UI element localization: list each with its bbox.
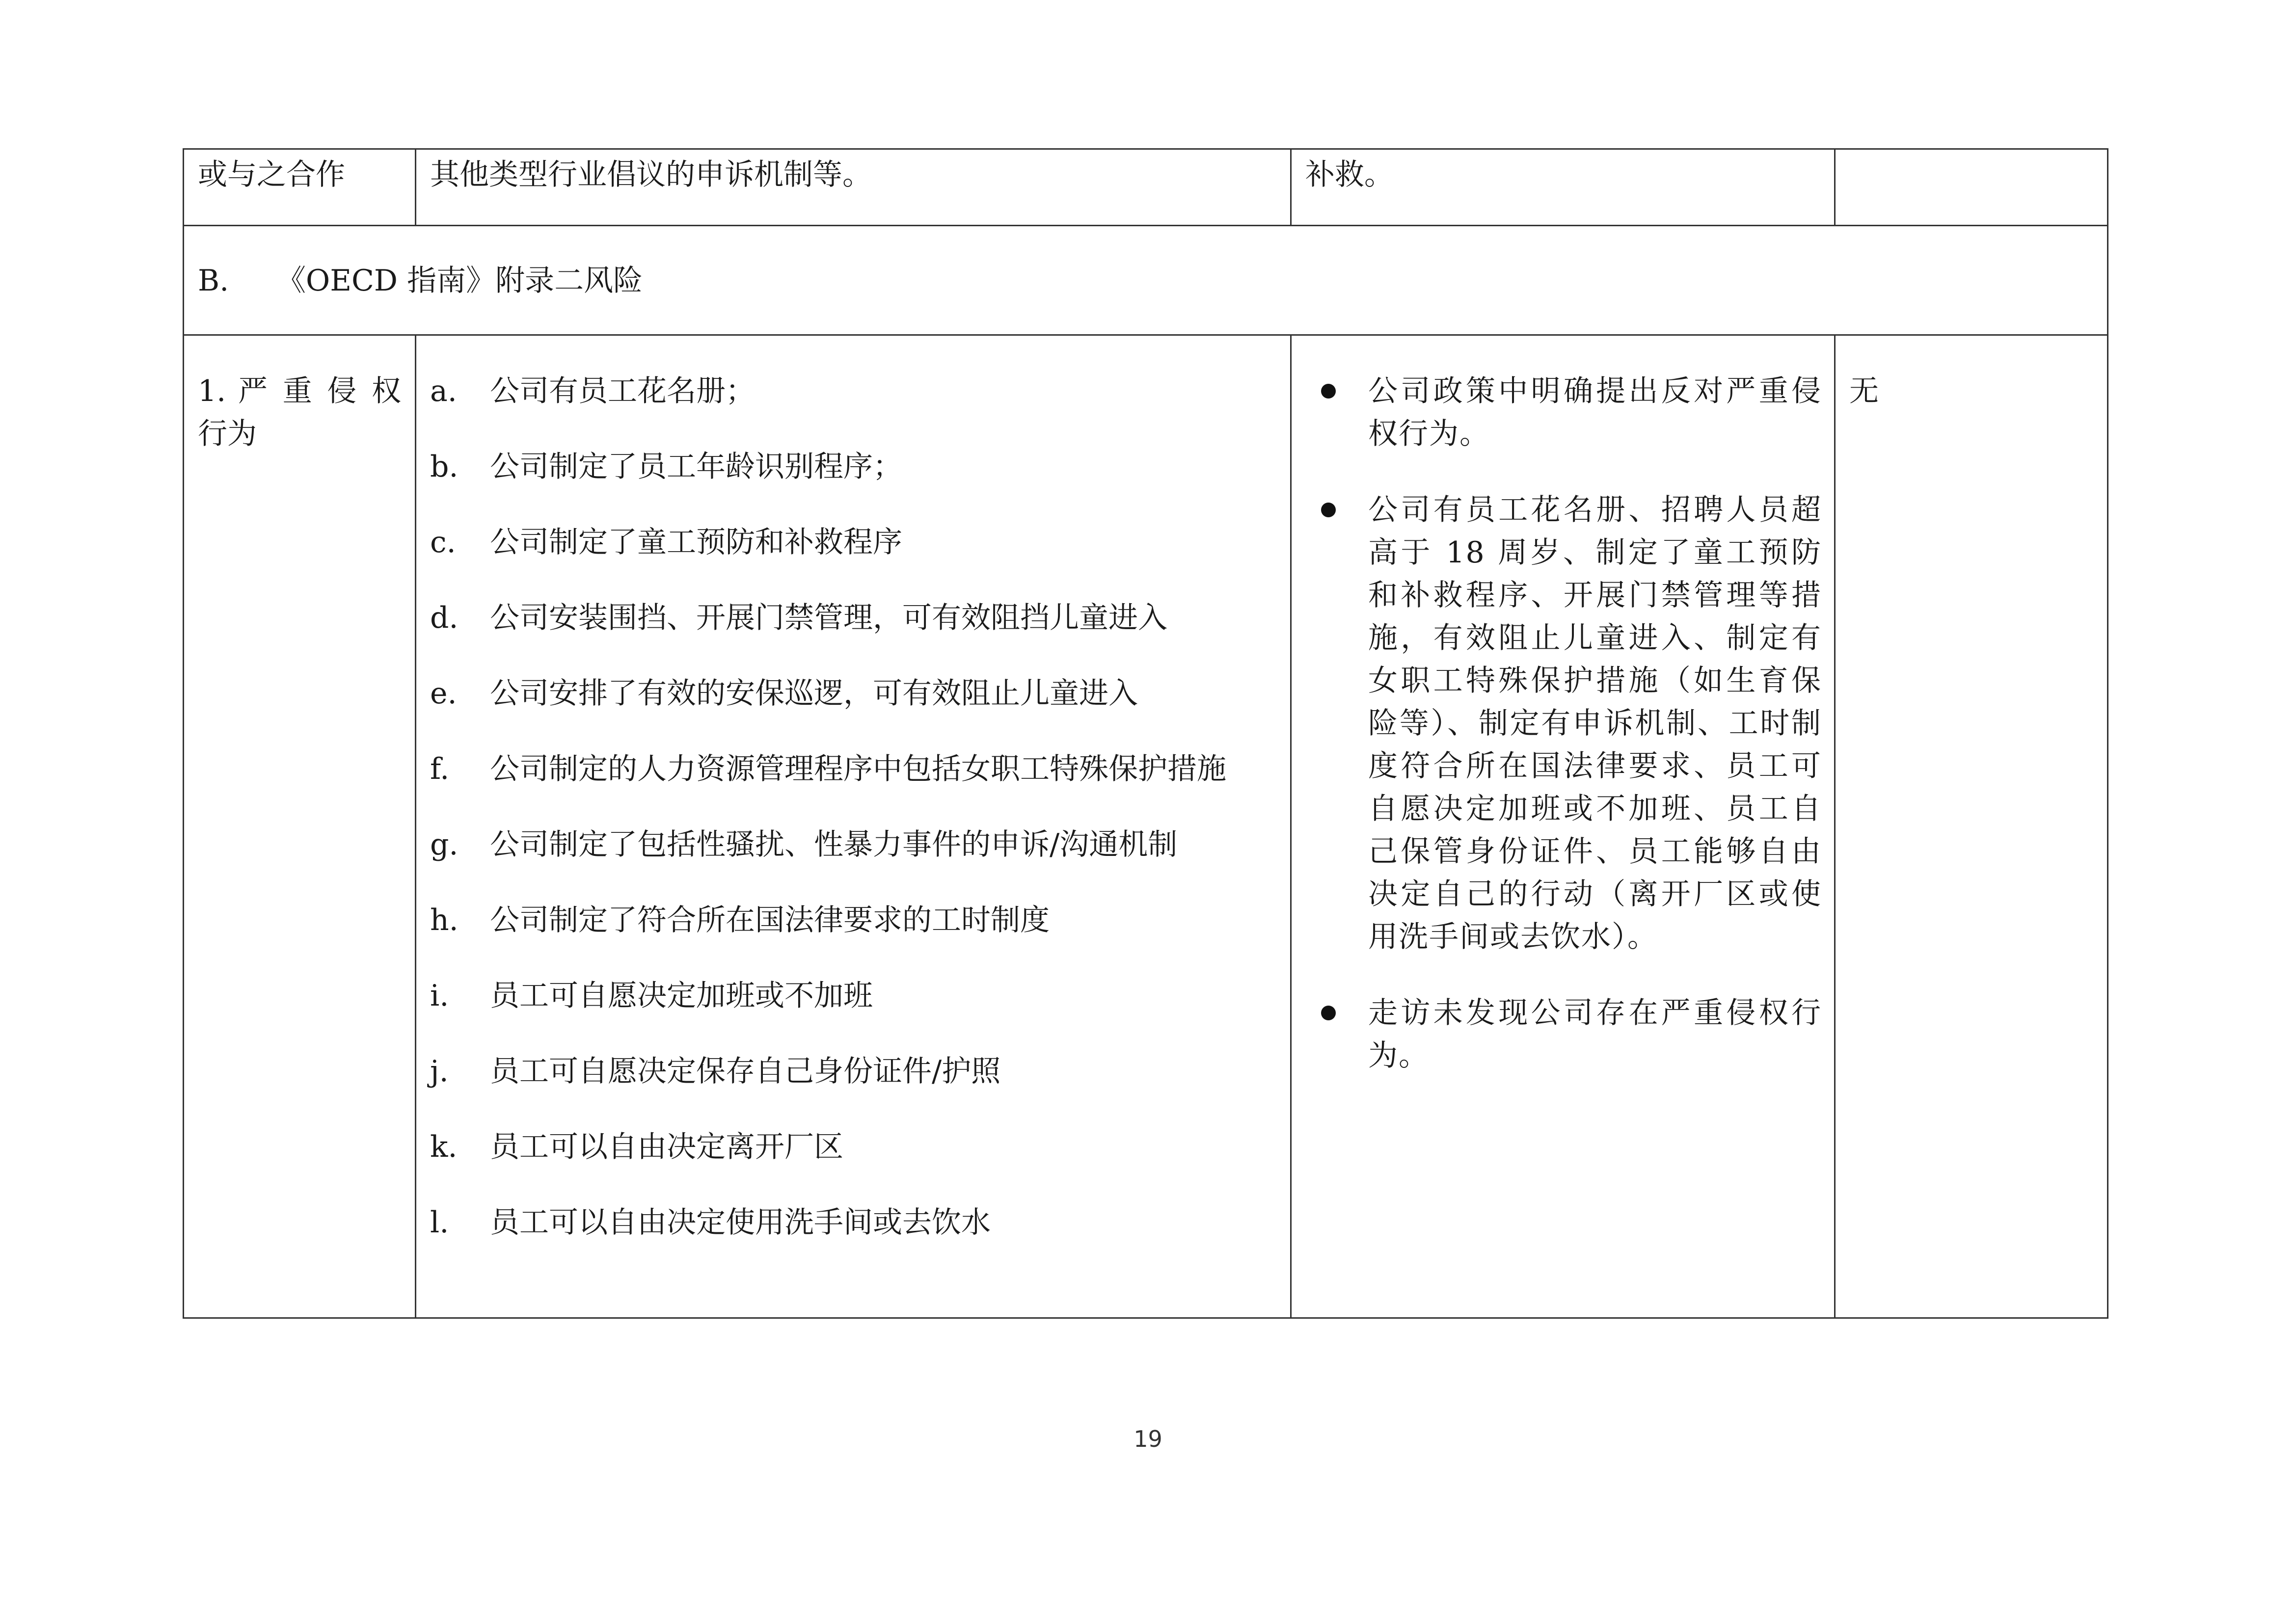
cell-findings	[1291, 335, 1835, 1318]
checklist-item	[430, 521, 1280, 564]
finding-text: 公司政策中明确提出反对严重侵权行为。	[1368, 374, 1822, 451]
findings-list	[1292, 336, 1834, 1077]
criteria-continued-text: 其他类型行业倡议的申诉机制等。	[430, 158, 872, 192]
bullet-dot-icon	[1321, 384, 1336, 399]
cell-criteria-continued	[416, 149, 1291, 226]
cell-remark	[1835, 335, 2108, 1318]
checklist-marker: c.	[430, 525, 456, 559]
table-row-serious-abuses	[184, 335, 2108, 1318]
checklist-text: 公司制定了员工年龄识别程序；	[490, 450, 902, 484]
finding-text: 公司有员工花名册、招聘人员超高于 18 周岁、制定了童工预防和补救程序、开展门禁管理等措施，有效阻止儿童进入、制定有女职工特殊保护措施（如生育保险等）、制定有申诉机制、工时制度符合所在国法律要求、员工可自愿决定加班或不加班、员工自己保管身份证件、员工能够自由决定自己的行动（离开厂区或使用洗手间或去饮水）。	[1368, 493, 1822, 954]
checklist-item	[430, 899, 1280, 942]
checklist-marker: g.	[430, 827, 459, 862]
checklist-item	[430, 975, 1280, 1017]
finding-item	[1305, 370, 1822, 455]
cell-category-continued	[184, 149, 416, 226]
checklist-item	[430, 1201, 1280, 1244]
checklist-text: 公司制定的人力资源管理程序中包括女职工特殊保护措施	[490, 752, 1226, 786]
checklist-marker: l.	[430, 1205, 449, 1240]
checklist-text: 公司有员工花名册；	[490, 374, 755, 408]
page-number: 19	[1134, 1426, 1162, 1452]
checklist-marker: k.	[430, 1130, 458, 1164]
finding-item	[1305, 489, 1822, 958]
checklist-marker: e.	[430, 676, 457, 711]
checklist-item	[430, 748, 1280, 791]
checklist-text: 员工可自愿决定保存自己身份证件/护照	[490, 1054, 1001, 1089]
finding-item	[1305, 992, 1822, 1077]
checklist-marker: i.	[430, 979, 449, 1013]
checklist-text: 公司制定了包括性骚扰、性暴力事件的申诉/沟通机制	[490, 827, 1178, 862]
checklist-text: 公司制定了童工预防和补救程序	[490, 525, 902, 559]
cell-findings-continued	[1291, 149, 1835, 226]
cell-remark-continued	[1835, 149, 2108, 226]
bullet-dot-icon	[1321, 1006, 1336, 1020]
checklist-text: 公司安排了有效的安保巡逻，可有效阻止儿童进入	[490, 676, 1138, 711]
checklist-marker: b.	[430, 450, 459, 484]
section-cell	[184, 226, 2108, 335]
checklist-marker: j.	[430, 1054, 449, 1089]
table-section-row	[184, 226, 2108, 335]
section-letter: B.	[198, 264, 229, 298]
category-label	[184, 336, 415, 455]
finding-text: 走访未发现公司存在严重侵权行为。	[1368, 996, 1822, 1073]
checklist-marker: h.	[430, 903, 459, 937]
checklist-text: 公司安装围挡、开展门禁管理，可有效阻挡儿童进入	[490, 601, 1167, 635]
checklist-marker: d.	[430, 601, 459, 635]
bullet-dot-icon	[1321, 503, 1336, 517]
checklist-item	[430, 1050, 1280, 1093]
checklist-item	[430, 370, 1280, 413]
table-row-continued	[184, 149, 2108, 226]
checklist-item	[430, 1126, 1280, 1169]
checklist-item	[430, 597, 1280, 639]
checklist-text: 公司制定了符合所在国法律要求的工时制度	[490, 903, 1050, 937]
checklist-item	[430, 824, 1280, 866]
findings-continued-text: 补救。	[1305, 158, 1394, 192]
section-heading	[184, 226, 2107, 302]
remark-continued-text	[1836, 150, 2107, 154]
checklist	[416, 336, 1290, 1244]
checklist-text: 员工可以自由决定使用洗手间或去饮水	[490, 1205, 991, 1240]
cell-category	[184, 335, 416, 1318]
checklist-item	[430, 446, 1280, 488]
category-line-1: 1. 严 重 侵 权	[198, 374, 401, 408]
remark-text: 无	[1849, 374, 1879, 408]
checklist-text: 员工可以自由决定离开厂区	[490, 1130, 843, 1164]
section-title: 《OECD 指南》附录二风险	[276, 264, 643, 298]
category-continued-text: 或与之合作	[198, 158, 345, 192]
category-line-2: 行为	[198, 417, 257, 451]
risk-assessment-table	[183, 148, 2108, 1319]
cell-checklist	[416, 335, 1291, 1318]
checklist-item	[430, 672, 1280, 715]
checklist-text: 员工可自愿决定加班或不加班	[490, 979, 873, 1013]
checklist-marker: a.	[430, 374, 457, 408]
checklist-marker: f.	[430, 752, 450, 786]
